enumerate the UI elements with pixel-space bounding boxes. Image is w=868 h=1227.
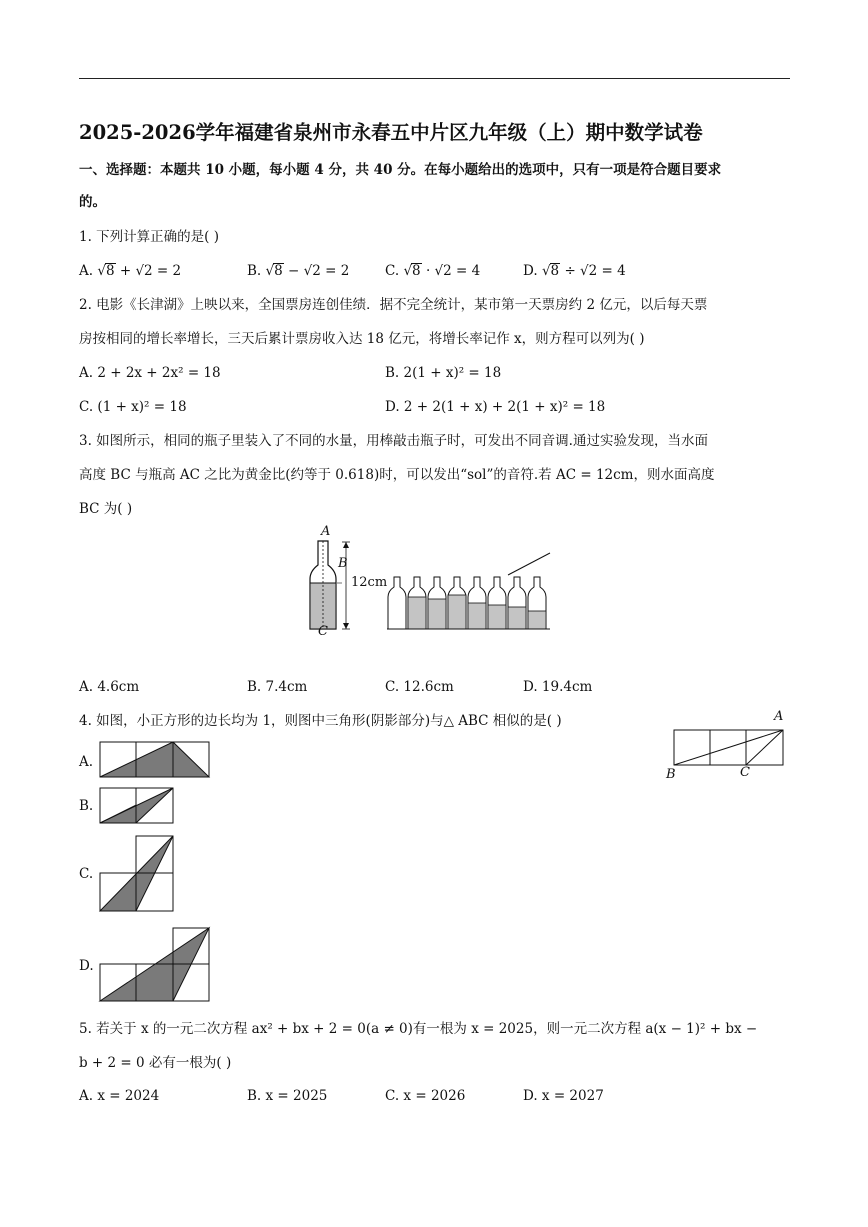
q1-option-c[interactable] (385, 261, 480, 281)
q5-option-b[interactable]: B. x = 2025 (247, 1088, 328, 1104)
q4-stem: 4. 如图，小正方形的边长均为 1，则图中三角形(阴影部分)与△ ABC 相似的是( ) (79, 713, 562, 729)
q3-option-c[interactable]: C. 12.6cm (385, 679, 454, 695)
q2-option-d[interactable]: D. 2 + 2(1 + x) + 2(1 + x)² = 18 (385, 399, 606, 415)
radicand: 8 (105, 263, 115, 279)
q1-a-prefix: A. (79, 263, 98, 279)
q1-d-expr: ÷ √2 = 4 (564, 263, 626, 279)
q1-d-prefix: D. (523, 263, 542, 279)
q4-option-c[interactable]: C. (79, 866, 94, 882)
ref-label-c: C (740, 765, 750, 780)
radicand: 8 (412, 263, 421, 279)
fig-label-b: B (338, 556, 348, 571)
q3-stem-line1: 3. 如图所示，相同的瓶子里装入了不同的水量，用棒敲击瓶子时，可发出不同音调.通过实验发现，当水面 (79, 433, 708, 449)
q4-option-c-figure[interactable] (99, 835, 175, 913)
q2-option-b[interactable]: B. 2(1 + x)² = 18 (385, 365, 502, 381)
ref-label-a: A (774, 709, 784, 724)
section-heading: 一、选择题：本题共 10 小题，每小题 4 分，共 40 分。在每小题给出的选项中，只有一项是符合题目要求 (79, 162, 722, 178)
q3-option-d[interactable]: D. 19.4cm (523, 679, 593, 695)
ref-label-b: B (666, 767, 676, 782)
q1-b-expr: − √2 = 2 (288, 263, 350, 279)
sqrt-symbol: √ (403, 263, 413, 279)
sqrt-symbol: √ (541, 263, 551, 279)
sqrt-symbol: √ (265, 263, 275, 279)
q4-option-a-figure[interactable] (99, 741, 211, 779)
water-levels (408, 595, 546, 629)
q3-option-b[interactable]: B. 7.4cm (247, 679, 308, 695)
q5-stem-line2: b + 2 = 0 必有一根为( ) (79, 1055, 232, 1071)
fig-label-c: C (318, 624, 328, 639)
fig-length-label: 12cm (351, 575, 388, 590)
q1-option-b[interactable] (247, 261, 349, 281)
q5-option-a[interactable]: A. x = 2024 (79, 1088, 160, 1104)
q2-option-a[interactable]: A. 2 + 2x + 2x² = 18 (79, 365, 221, 381)
q2-option-c[interactable]: C. (1 + x)² = 18 (79, 399, 187, 415)
section-heading-cont: 的。 (79, 194, 106, 210)
q1-a-expr: + √2 = 2 (119, 263, 182, 279)
q4-option-a[interactable]: A. (79, 754, 94, 770)
bottles-figure (300, 525, 560, 640)
q1-b-prefix: B. (247, 263, 266, 279)
q1-option-d[interactable] (523, 261, 626, 281)
q2-stem-line1: 2. 电影《长津湖》上映以来，全国票房连创佳绩．据不完全统计，某市第一天票房约 2 亿元，以后每天票 (79, 297, 708, 313)
q2-stem-line2: 房按相同的增长率增长，三天后累计票房收入达 18 亿元，将增长率记作 x，则方程可以列为( ) (79, 331, 645, 347)
sqrt-symbol: √ (97, 263, 106, 279)
radicand: 8 (274, 263, 283, 279)
q1-c-prefix: C. (385, 263, 404, 279)
q1-c-expr: · √2 = 4 (425, 263, 481, 279)
q3-stem-line3: BC 为( ) (79, 501, 133, 517)
q3-stem-line2: 高度 BC 与瓶高 AC 之比为黄金比(约等于 0.618)时，可以发出“sol”的音符.若 AC = 12cm，则水面高度 (79, 467, 715, 483)
q4-option-d[interactable]: D. (79, 958, 94, 974)
q1-stem: 1. 下列计算正确的是( ) (79, 229, 219, 245)
q4-option-b-figure[interactable] (99, 787, 175, 825)
q1-option-a[interactable] (79, 261, 181, 281)
fig-label-a: A (321, 524, 331, 539)
abc-reference-figure (673, 729, 785, 767)
exam-title: 2025-2026学年福建省泉州市永春五中片区九年级（上）期中数学试卷 (79, 121, 703, 144)
q5-option-d[interactable]: D. x = 2027 (523, 1088, 604, 1104)
radicand: 8 (550, 263, 560, 279)
q5-stem-line1: 5. 若关于 x 的一元二次方程 ax² + bx + 2 = 0(a ≠ 0)有一根为 x = 2025，则一元二次方程 a(x − 1)² + bx − (79, 1021, 758, 1037)
header-rule (79, 78, 790, 79)
q4-option-d-figure[interactable] (99, 927, 211, 1003)
q3-option-a[interactable]: A. 4.6cm (79, 679, 140, 695)
q5-option-c[interactable]: C. x = 2026 (385, 1088, 466, 1104)
q4-option-b[interactable]: B. (79, 798, 94, 814)
